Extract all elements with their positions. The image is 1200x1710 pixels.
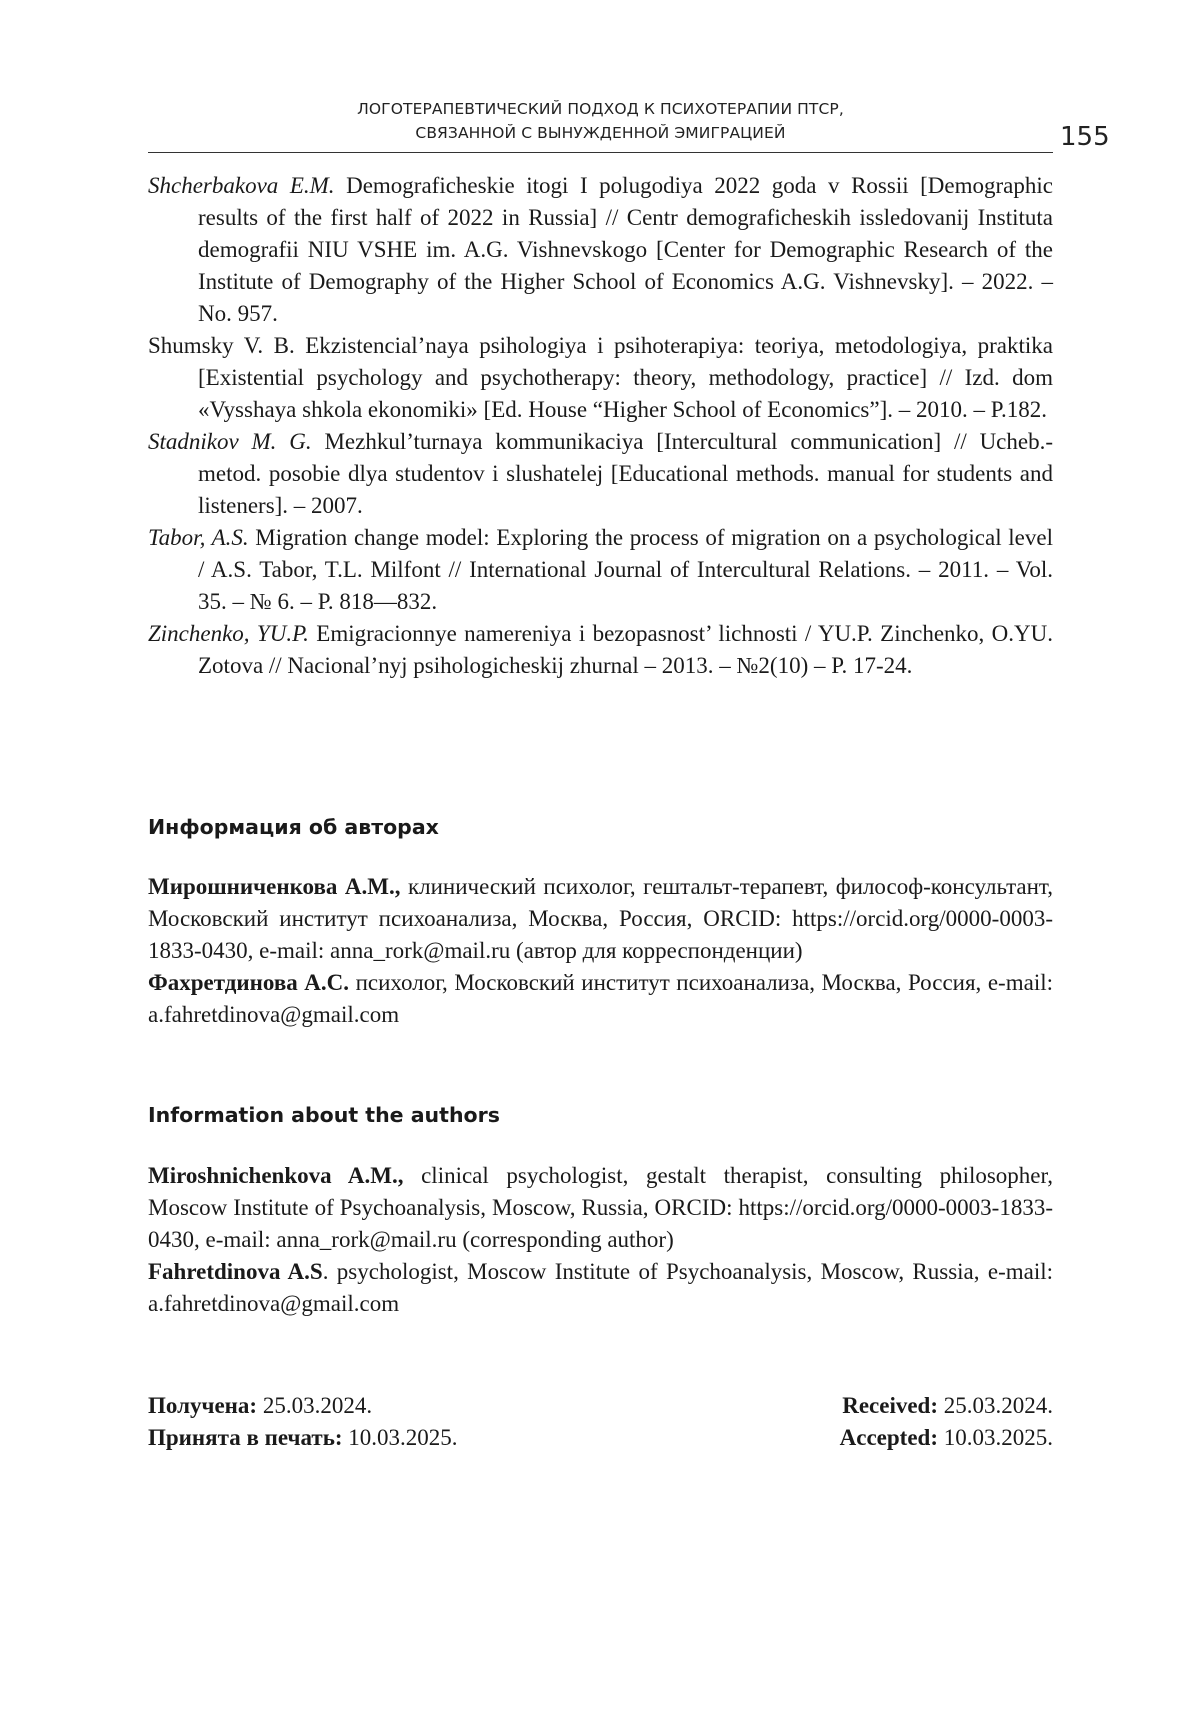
accepted-value-en: 10.03.2025. (938, 1425, 1053, 1450)
received-date-en (840, 1390, 1053, 1422)
reference-text: Ekzistencial’naya psihologiya i psihoterapiya: teoriya, metodologiya, praktika [Existential psychology and psychotherapy: theory, methodology, practice] // Izd. dom «Vysshaya shkola ekonomiki» [Ed. House “Higher School of Economics”]. – 2010. – P.182. (198, 333, 1053, 422)
reference-text: Demograficheskie itogi I polugodiya 2022 goda v Rossii [Demographic results of the first half of 2022 in Russia] // Centr demograficheskih issledovanij Instituta demografii NIU VSHE im. A.G. Vishnevskogo [Center for Demographic Research of the Institute of Demography of the Higher School of Economics A.G. Vishnevsky]. – 2022. – No. 957. (198, 173, 1053, 326)
header-rule (148, 152, 1053, 153)
authors-info-en (148, 1160, 1053, 1320)
reference-author: Shcherbakova E.M. (148, 173, 335, 198)
reference-item (148, 426, 1053, 522)
reference-item (148, 330, 1053, 426)
reference-item (148, 170, 1053, 330)
running-header-line-2: СВЯЗАННОЙ С ВЫНУЖДЕННОЙ ЭМИГРАЦИЕЙ (415, 124, 786, 142)
author-name: Miroshnichenkova A.M., (148, 1163, 404, 1188)
reference-author: Zinchenko, YU.P. (148, 621, 309, 646)
author-details: психолог, Московский институт психоанализа, Москва, Россия, e-mail: a.fahretdinova@gmail.com (148, 970, 1053, 1027)
running-header (148, 97, 1053, 145)
author-details: клинический психолог, гештальт-терапевт, философ-консультант, Московский институт психоанализа, Москва, Россия, ORCID: https://orcid.org/0000-0003-1833-0430, e-mail: anna_rork@mail.ru (автор для корреспонденции) (148, 874, 1053, 963)
received-label-en: Received: (842, 1393, 938, 1418)
reference-item (148, 522, 1053, 618)
received-value-ru: 25.03.2024. (257, 1393, 373, 1418)
received-value-en: 25.03.2024. (938, 1393, 1053, 1418)
references-list (148, 170, 1053, 682)
authors-heading-en: Information about the authors (148, 1103, 500, 1127)
accepted-value-ru: 10.03.2025. (342, 1425, 458, 1450)
author-name: Fahretdinova A.S (148, 1259, 323, 1284)
author-entry (148, 871, 1053, 967)
author-entry (148, 1256, 1053, 1320)
accepted-label-en: Accepted: (839, 1425, 938, 1450)
accepted-label-ru: Принята в печать: (148, 1425, 343, 1450)
author-name: Фахретдинова А.С. (148, 970, 350, 995)
dates-ru (148, 1390, 458, 1454)
author-name: Мирошниченкова А.М., (148, 874, 401, 899)
reference-author: Stadnikov M. G. (148, 429, 312, 454)
authors-heading-ru: Информация об авторах (148, 815, 439, 839)
author-details: . psychologist, Moscow Institute of Psychoanalysis, Moscow, Russia, e-mail: a.fahretdinova@gmail.com (148, 1259, 1053, 1316)
reference-text: Mezhkul’turnaya kommunikaciya [Intercultural communication] // Ucheb.-metod. posobie dlya studentov i slushatelej [Educational methods. manual for students and listeners]. – 2007. (198, 429, 1053, 518)
received-label-ru: Получена: (148, 1393, 258, 1418)
reference-item (148, 618, 1053, 682)
reference-text: Migration change model: Exploring the process of migration on a psychological level / A.S. Tabor, T.L. Milfont // International Journal of Intercultural Relations. – 2011. – Vol. 35. – № 6. – P. 818—832. (198, 525, 1053, 614)
accepted-date-en (840, 1422, 1053, 1454)
reference-author: Shumsky V. B. (148, 333, 295, 358)
page-number: 155 (1060, 122, 1110, 152)
authors-info-ru (148, 871, 1053, 1031)
author-entry (148, 1160, 1053, 1256)
received-date-ru (148, 1390, 458, 1422)
running-header-line-1: ЛОГОТЕРАПЕВТИЧЕСКИЙ ПОДХОД К ПСИХОТЕРАПИИ ПТСР, (357, 100, 844, 118)
author-details: clinical psychologist, gestalt therapist, consulting philosopher, Moscow Institute of Psychoanalysis, Moscow, Russia, ORCID: https://orcid.org/0000-0003-1833-0430, e-mail: anna_rork@mail.ru (corresponding author) (148, 1163, 1053, 1252)
reference-author: Tabor, A.S. (148, 525, 249, 550)
reference-text: Emigracionnye namereniya i bezopasnost’ lichnosti / YU.P. Zinchenko, O.YU. Zotova // Nacional’nyj psihologicheskij zhurnal – 2013. – №2(10) – P. 17-24. (198, 621, 1053, 678)
accepted-date-ru (148, 1422, 458, 1454)
dates-en (840, 1390, 1053, 1454)
author-entry (148, 967, 1053, 1031)
